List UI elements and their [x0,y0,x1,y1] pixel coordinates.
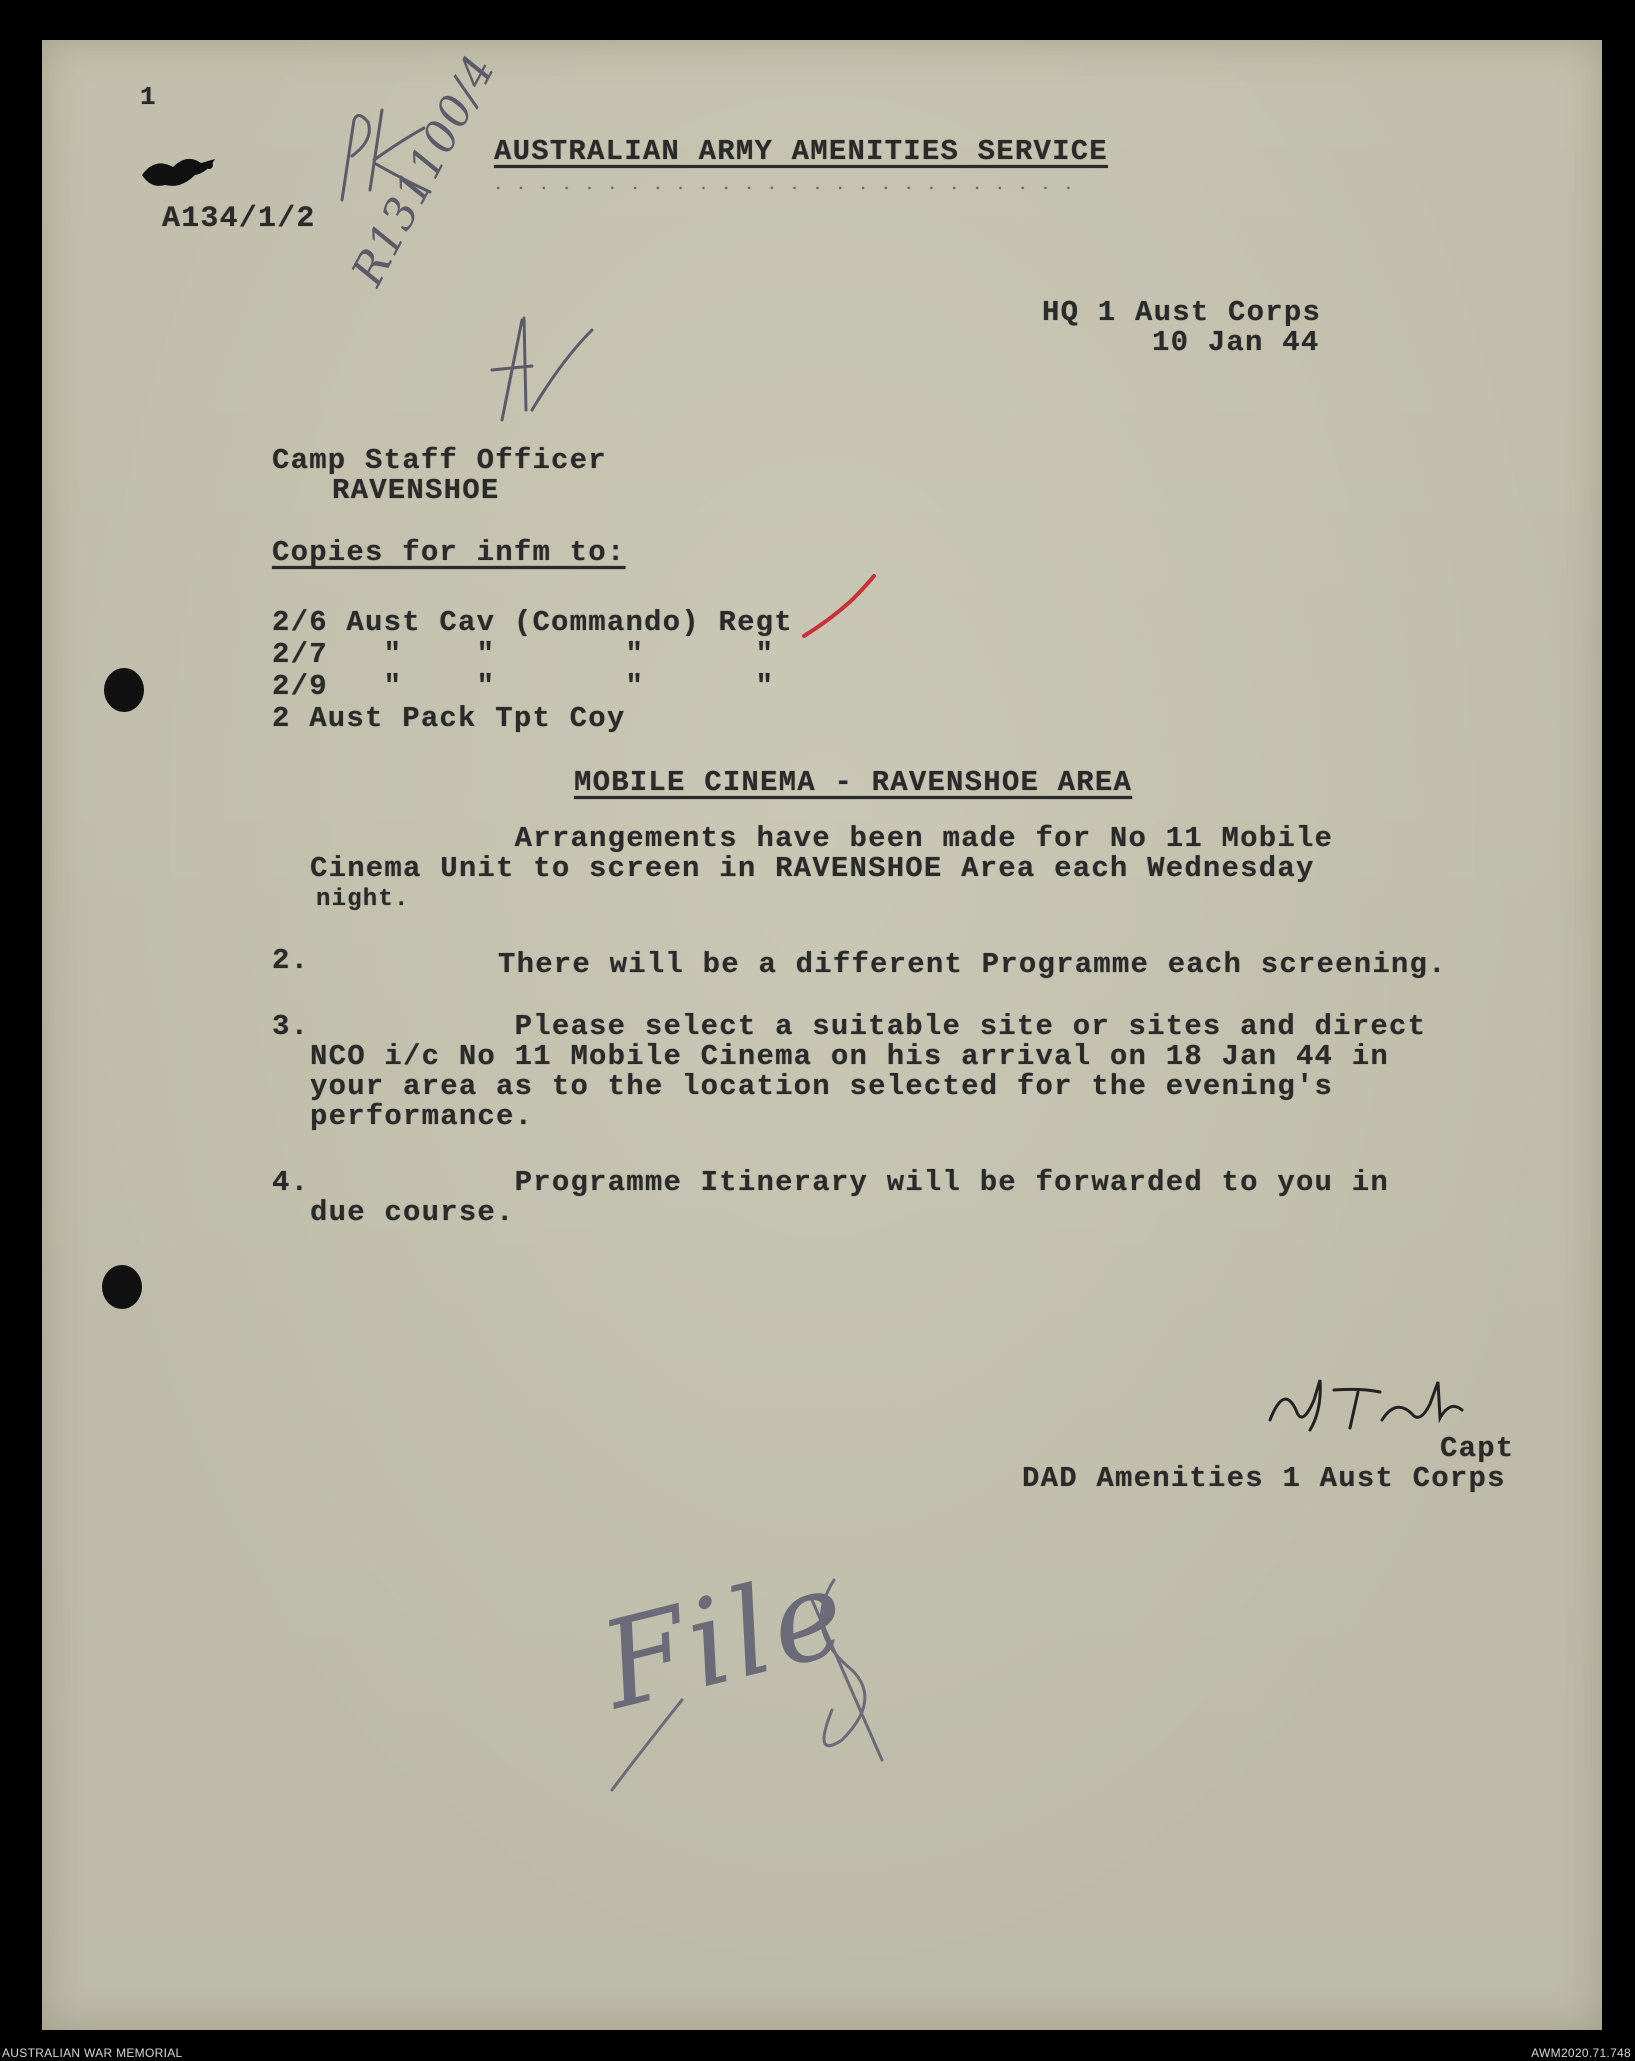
signatory-title: DAD Amenities 1 Aust Corps [1022,1462,1506,1495]
copies-item-1: 2/6 Aust Cav (Commando) Regt [272,606,793,639]
footer-source: AUSTRALIAN WAR MEMORIAL [2,2046,183,2060]
signatory-rank: Capt [1440,1432,1515,1465]
footer-accession: AWM2020.71.748 [1531,2046,1631,2060]
punch-hole-bottom [102,1265,142,1309]
ink-smudge-mark [137,145,227,205]
paragraph-4-line-1: Programme Itinerary will be forwarded to you in [310,1166,1389,1199]
paragraph-4-number: 4. [272,1166,310,1199]
addressee-line-2: RAVENSHOE [332,474,500,507]
document-sheet [42,40,1602,2030]
paragraph-1-line-2: Cinema Unit to screen in RAVENSHOE Area each Wednesday [310,852,1315,885]
paragraph-1-line-1: Arrangements have been made for No 11 Mobile [310,822,1334,855]
paragraph-3-line-4: performance. [310,1100,534,1133]
paragraph-1-line-3: night. [316,886,410,913]
sender-unit: HQ 1 Aust Corps [1042,296,1322,329]
pencil-file-flourish [602,1560,922,1800]
copies-item-4: 2 Aust Pack Tpt Coy [272,702,626,735]
pencil-flourish [482,290,602,430]
paragraph-4-line-2: due course. [310,1196,515,1229]
heading-dotted-rule: . . . . . . . . . . . . . . . . . . . . . . . . . . [494,178,1076,194]
copies-heading: Copies for infm to: [272,536,626,569]
paragraph-2-text: There will be a different Programme each screening. [498,948,1447,981]
punch-hole-top [104,668,144,712]
paragraph-3-number: 3. [272,1010,310,1043]
paragraph-3-line-1: Please select a suitable site or sites and direct [310,1010,1427,1043]
file-reference: A134/1/2 [162,202,316,236]
copies-item-2: 2/7 " " " " [272,638,775,671]
paragraph-2-number: 2. [272,944,310,977]
handwritten-signature [1262,1370,1482,1440]
addressee-line-1: Camp Staff Officer [272,444,607,477]
copies-item-3: 2/9 " " " " [272,670,775,703]
subject-heading: MOBILE CINEMA - RAVENSHOE AREA [574,766,1133,799]
page-number: 1 [140,82,157,112]
letter-date: 10 Jan 44 [1152,326,1320,359]
pencil-file-annotation: File [588,1542,863,1737]
organisation-heading: AUSTRALIAN ARMY AMENITIES SERVICE [494,135,1108,168]
paragraph-3-line-3: your area as to the location selected for the evening's [310,1070,1334,1103]
red-tick-mark [800,570,880,650]
paragraph-3-line-2: NCO i/c No 11 Mobile Cinema on his arrival on 18 Jan 44 in [310,1040,1389,1073]
pencil-registry-reference: R131100/4 [342,46,506,294]
